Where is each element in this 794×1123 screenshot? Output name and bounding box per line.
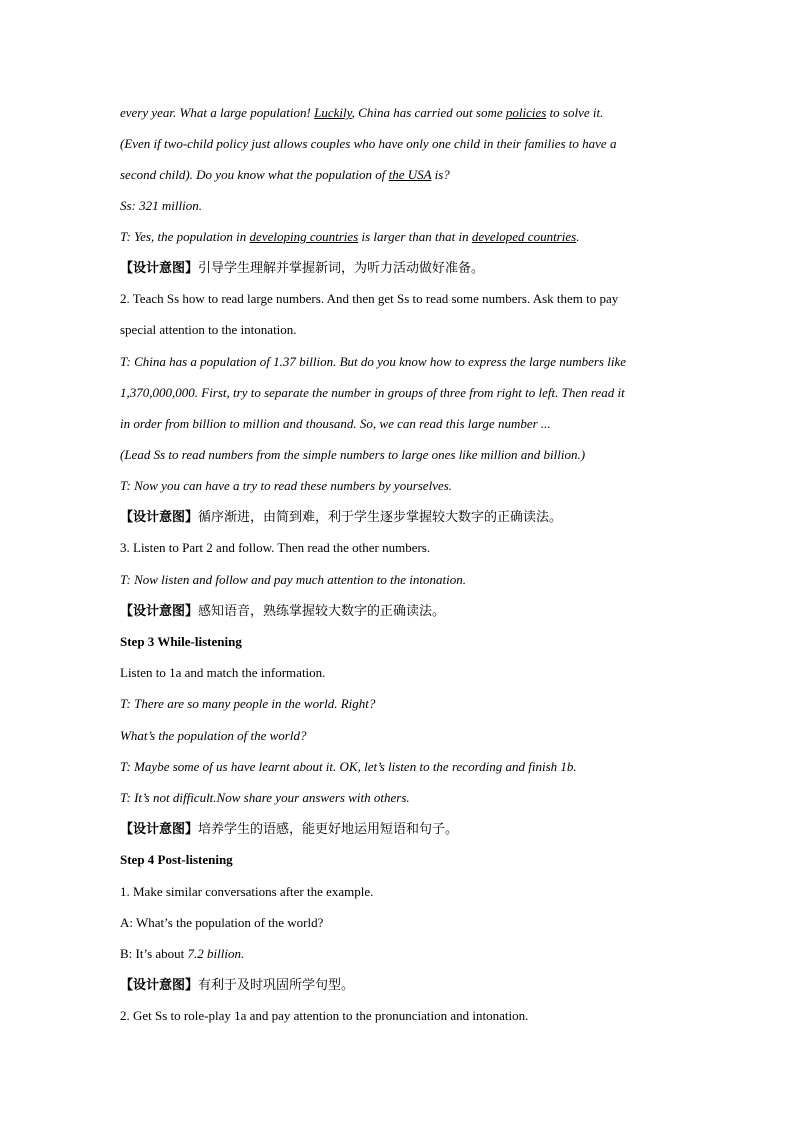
text-line: Listen to 1a and match the information. <box>120 665 326 680</box>
underlined-word: the USA <box>388 167 432 182</box>
design-intent-text: 引导学生理解并掌握新词，为听力活动做好准备。 <box>198 261 485 276</box>
text-line: T: Now listen and follow and pay much attention to the intonation. <box>120 572 466 587</box>
text-span: , China has carried out some <box>351 105 506 120</box>
design-intent-line <box>120 509 562 526</box>
text-span: every year. What a large population! <box>120 105 315 120</box>
text-line: 3. Listen to Part 2 and follow. Then read the other numbers. <box>120 540 431 555</box>
text-line: special attention to the intonation. <box>120 322 297 337</box>
text-line: (Even if two-child policy just allows couples who have only one child in their families to have a <box>120 136 617 151</box>
step-heading: Step 4 Post-listening <box>120 852 233 867</box>
text-line <box>120 946 244 962</box>
text-line: T: Maybe some of us have learnt about it. OK, let’s listen to the recording and finish 1b. <box>120 759 577 774</box>
text-line: in order from billion to million and thousand. So, we can read this large number ... <box>120 416 551 431</box>
text-line <box>120 105 603 121</box>
text-span: to solve it. <box>546 105 604 120</box>
design-intent-text: 感知语音，熟练掌握较大数字的正确读法。 <box>198 604 446 619</box>
design-intent-tag: 【设计意图】 <box>120 604 199 619</box>
underlined-word: Luckily <box>314 105 352 120</box>
step-heading: Step 3 While-listening <box>120 634 242 649</box>
design-intent-text: 培养学生的语感，能更好地运用短语和句子。 <box>198 822 459 837</box>
design-intent-line <box>120 977 354 994</box>
text-span: 7.2 billion. <box>187 946 245 961</box>
design-intent-tag: 【设计意图】 <box>120 261 199 276</box>
design-intent-line <box>120 260 484 277</box>
text-line: 2. Teach Ss how to read large numbers. And then get Ss to read some numbers. Ask them to pay <box>120 291 619 306</box>
underlined-word: policies <box>505 105 547 120</box>
design-intent-tag: 【设计意图】 <box>120 510 199 525</box>
text-line: Ss: 321 million. <box>120 198 202 213</box>
design-intent-tag: 【设计意图】 <box>120 978 199 993</box>
text-line: 2. Get Ss to role-play 1a and pay attention to the pronunciation and intonation. <box>120 1008 529 1023</box>
text-line: T: It’s not difficult.Now share your answers with others. <box>120 790 410 805</box>
text-line <box>120 229 579 245</box>
design-intent-line <box>120 603 445 620</box>
text-span: B: It’s about <box>120 946 188 961</box>
text-line: What’s the population of the world? <box>120 728 307 743</box>
underlined-word: developing countries <box>249 229 359 244</box>
text-span: second child). Do you know what the population of <box>120 167 389 182</box>
text-line: A: What’s the population of the world? <box>120 915 324 930</box>
text-line <box>120 167 450 183</box>
design-intent-text: 有利于及时巩固所学句型。 <box>198 978 355 993</box>
text-span: . <box>576 229 580 244</box>
text-line: T: China has a population of 1.37 billion. But do you know how to express the large numbers like <box>120 354 627 369</box>
text-span: is larger than that in <box>358 229 472 244</box>
underlined-word: developed countries <box>471 229 577 244</box>
text-span: is? <box>431 167 450 182</box>
text-line: 1,370,000,000. First, try to separate the number in groups of three from right to left. Then read it <box>120 385 625 400</box>
text-line: 1. Make similar conversations after the example. <box>120 884 374 899</box>
design-intent-tag: 【设计意图】 <box>120 822 199 837</box>
text-line: (Lead Ss to read numbers from the simple numbers to large ones like million and billion.) <box>120 447 586 462</box>
text-span: T: Yes, the population in <box>120 229 250 244</box>
text-line: T: Now you can have a try to read these numbers by yourselves. <box>120 478 453 493</box>
design-intent-line <box>120 821 458 838</box>
text-line: T: There are so many people in the world. Right? <box>120 696 376 711</box>
design-intent-text: 循序渐进，由简到难，利于学生逐步掌握较大数字的正确读法。 <box>198 510 563 525</box>
